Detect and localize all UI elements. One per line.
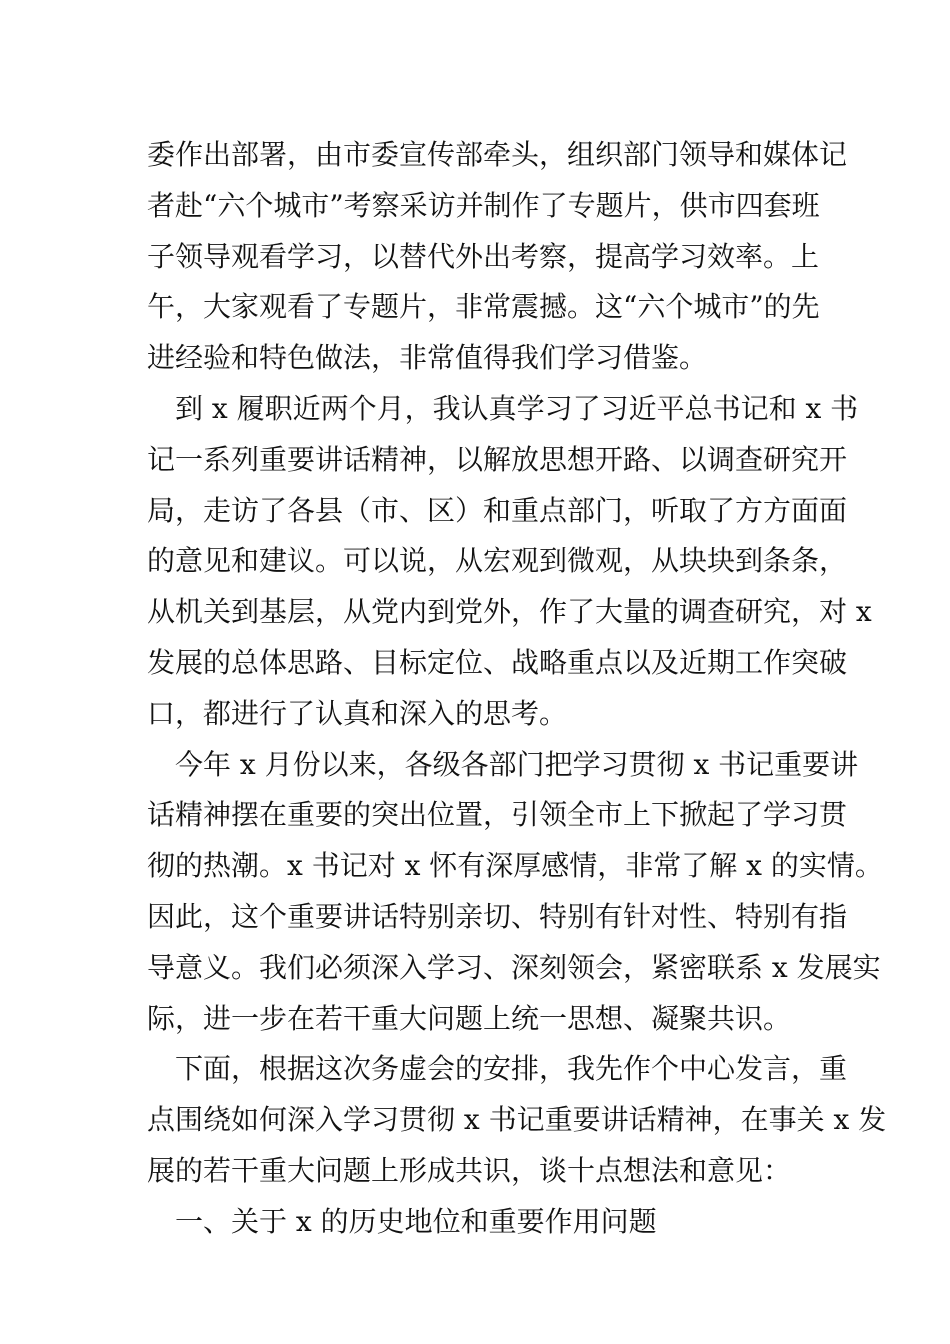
- section-heading: 一、关于 x 的历史地位和重要作用问题: [175, 1204, 657, 1238]
- text-line: 到 x 履职近两个月，我认真学习了习近平总书记和 x 书: [175, 391, 859, 425]
- text-line: 的意见和建议。可以说，从宏观到微观，从块块到条条，: [147, 544, 848, 578]
- text-line: 点围绕如何深入学习贯彻 x 书记重要讲话精神，在事关 x 发: [147, 1103, 887, 1137]
- text-line: 进经验和特色做法，非常值得我们学习借鉴。: [147, 341, 708, 375]
- text-line: 发展的总体思路、目标定位、战略重点以及近期工作突破: [147, 645, 848, 679]
- text-line: 彻的热潮。x 书记对 x 怀有深厚感情，非常了解 x 的实情。: [147, 849, 883, 883]
- text-line: 口，都进行了认真和深入的思考。: [147, 696, 568, 730]
- text-line: 子领导观看学习，以替代外出考察，提高学习效率。上: [147, 239, 820, 273]
- text-line: 今年 x 月份以来，各级各部门把学习贯彻 x 书记重要讲: [175, 747, 859, 781]
- body-text: [147, 130, 887, 1248]
- text-line: 委作出部署，由市委宣传部牵头，组织部门领导和媒体记: [147, 138, 848, 171]
- text-line: 话精神摆在重要的突出位置，引领全市上下掀起了学习贯: [147, 798, 848, 832]
- text-line: 展的若干重大问题上形成共识，谈十点想法和意见：: [147, 1153, 792, 1187]
- text-line: 午，大家观看了专题片，非常震撼。这“六个城市”的先: [147, 290, 820, 324]
- text-line: 局，走访了各县（市、区）和重点部门，听取了方方面面: [147, 493, 848, 527]
- text-line: 导意义。我们必须深入学习、深刻领会，紧密联系 x 发展实: [147, 950, 881, 984]
- text-line: 记一系列重要讲话精神，以解放思想开路、以调查研究开: [147, 442, 848, 476]
- text-line: 际，进一步在若干重大问题上统一思想、凝聚共识。: [147, 1001, 792, 1035]
- text-line: 者赴“六个城市”考察采访并制作了专题片，供市四套班: [147, 188, 820, 222]
- text-line: 下面，根据这次务虚会的安排，我先作个中心发言，重: [175, 1052, 848, 1086]
- text-line: 因此，这个重要讲话特别亲切、特别有针对性、特别有指: [147, 899, 848, 933]
- text-line: 从机关到基层，从党内到党外，作了大量的调查研究，对 x: [147, 595, 872, 629]
